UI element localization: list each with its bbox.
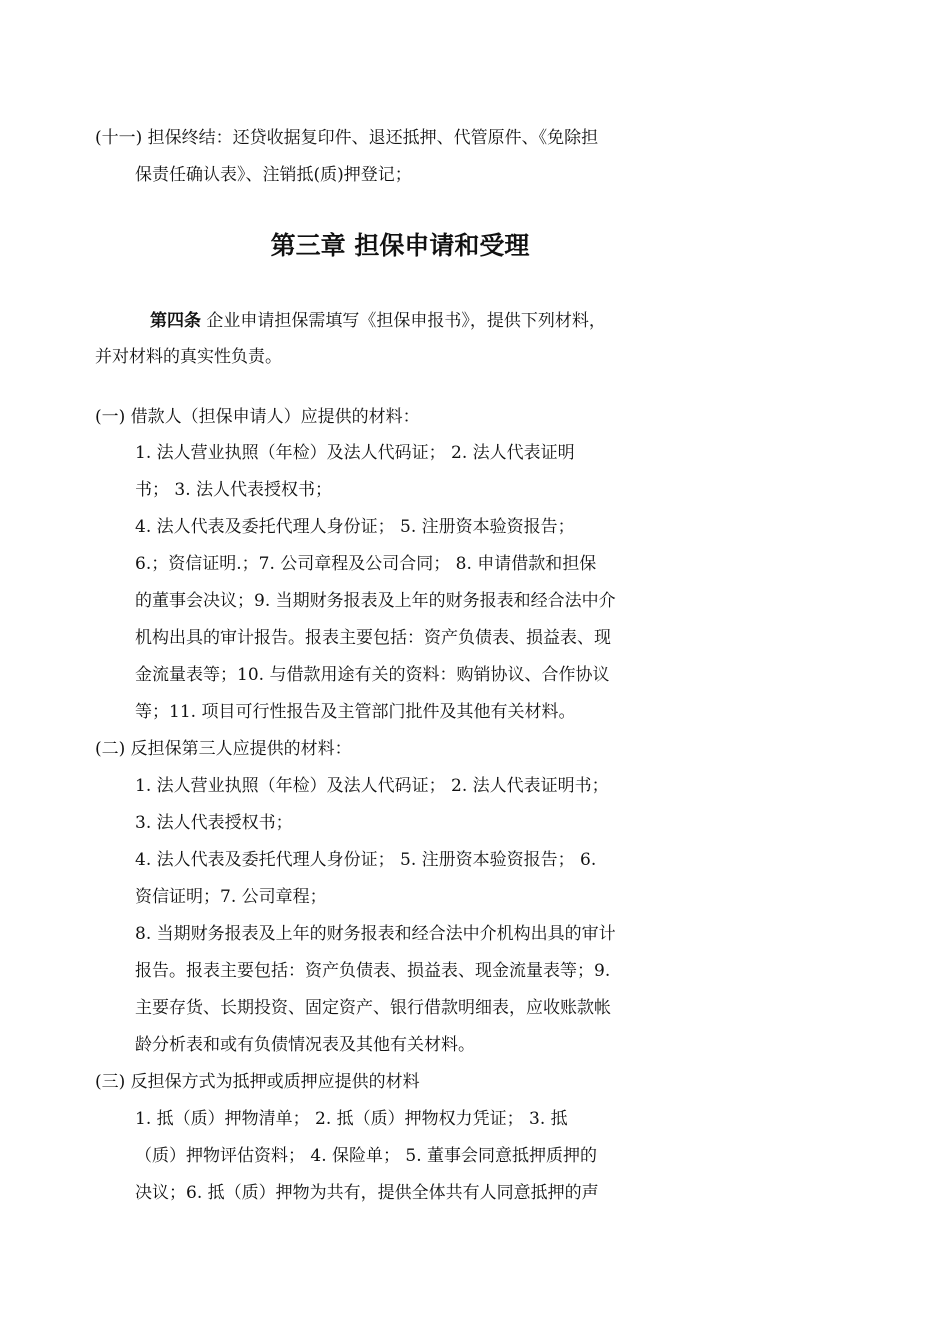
section-3-line: 决议；6. 抵（质）押物为共有，提供全体共有人同意抵押的声: [135, 1183, 599, 1203]
article-4-label: 第四条: [150, 311, 201, 331]
section-2-line: 8. 当期财务报表及上年的财务报表和经合法中介机构出具的审计: [135, 924, 616, 944]
section-2-line: 3. 法人代表授权书；: [135, 813, 293, 833]
section-1-line: 4. 法人代表及委托代理人身份证； 5. 注册资本验资报告；: [135, 517, 575, 537]
section-1-line: 机构出具的审计报告。报表主要包括：资产负债表、损益表、现: [135, 628, 611, 648]
chapter-title: 第三章 担保申请和受理: [270, 231, 530, 260]
section-1-line: 金流量表等；10. 与借款用途有关的资料：购销协议、合作协议: [135, 665, 610, 685]
section-2-line: 4. 法人代表及委托代理人身份证； 5. 注册资本验资报告； 6.: [135, 850, 597, 870]
section-2-line: 主要存货、长期投资、固定资产、银行借款明细表，应收账款帐: [135, 998, 611, 1018]
section-2-heading: (二) 反担保第三人应提供的材料：: [95, 739, 352, 759]
section-3-line: 1. 抵（质）押物清单； 2. 抵（质）押物权力凭证； 3. 抵: [135, 1109, 568, 1129]
section-2-line: 1. 法人营业执照（年检）及法人代码证； 2. 法人代表证明书；: [135, 776, 609, 796]
section-1-line: 书； 3. 法人代表授权书；: [135, 480, 333, 500]
article-4-line-2: 并对材料的真实性负责。: [95, 347, 282, 367]
intro-line-2: 保责任确认表》、注销抵(质)押登记；: [135, 165, 412, 185]
section-1-line: 1. 法人营业执照（年检）及法人代码证； 2. 法人代表证明: [135, 443, 575, 463]
section-3-heading: (三) 反担保方式为抵押或质押应提供的材料: [95, 1072, 420, 1092]
section-1-line: 的董事会决议；9. 当期财务报表及上年的财务报表和经合法中介: [135, 591, 616, 611]
section-2-line: 资信证明；7. 公司章程；: [135, 887, 327, 907]
section-1-line: 等；11. 项目可行性报告及主管部门批件及其他有关材料。: [135, 702, 576, 722]
section-1-line: 6.；资信证明.；7. 公司章程及公司合同； 8. 申请借款和担保: [135, 554, 597, 574]
article-4-line-1: [150, 309, 606, 333]
section-1-heading: (一) 借款人（担保申请人）应提供的材料：: [95, 407, 420, 427]
section-2-line: 报告。报表主要包括：资产负债表、损益表、现金流量表等；9.: [135, 961, 611, 981]
intro-line-1: (十一) 担保终结：还贷收据复印件、退还抵押、代管原件、《免除担: [95, 128, 599, 148]
section-3-line: （质）押物评估资料； 4. 保险单； 5. 董事会同意抵押质押的: [135, 1146, 598, 1166]
section-2-line: 龄分析表和或有负债情况表及其他有关材料。: [135, 1035, 475, 1055]
article-4-text: 企业申请担保需填写《担保申报书》，提供下列材料，: [201, 311, 606, 331]
